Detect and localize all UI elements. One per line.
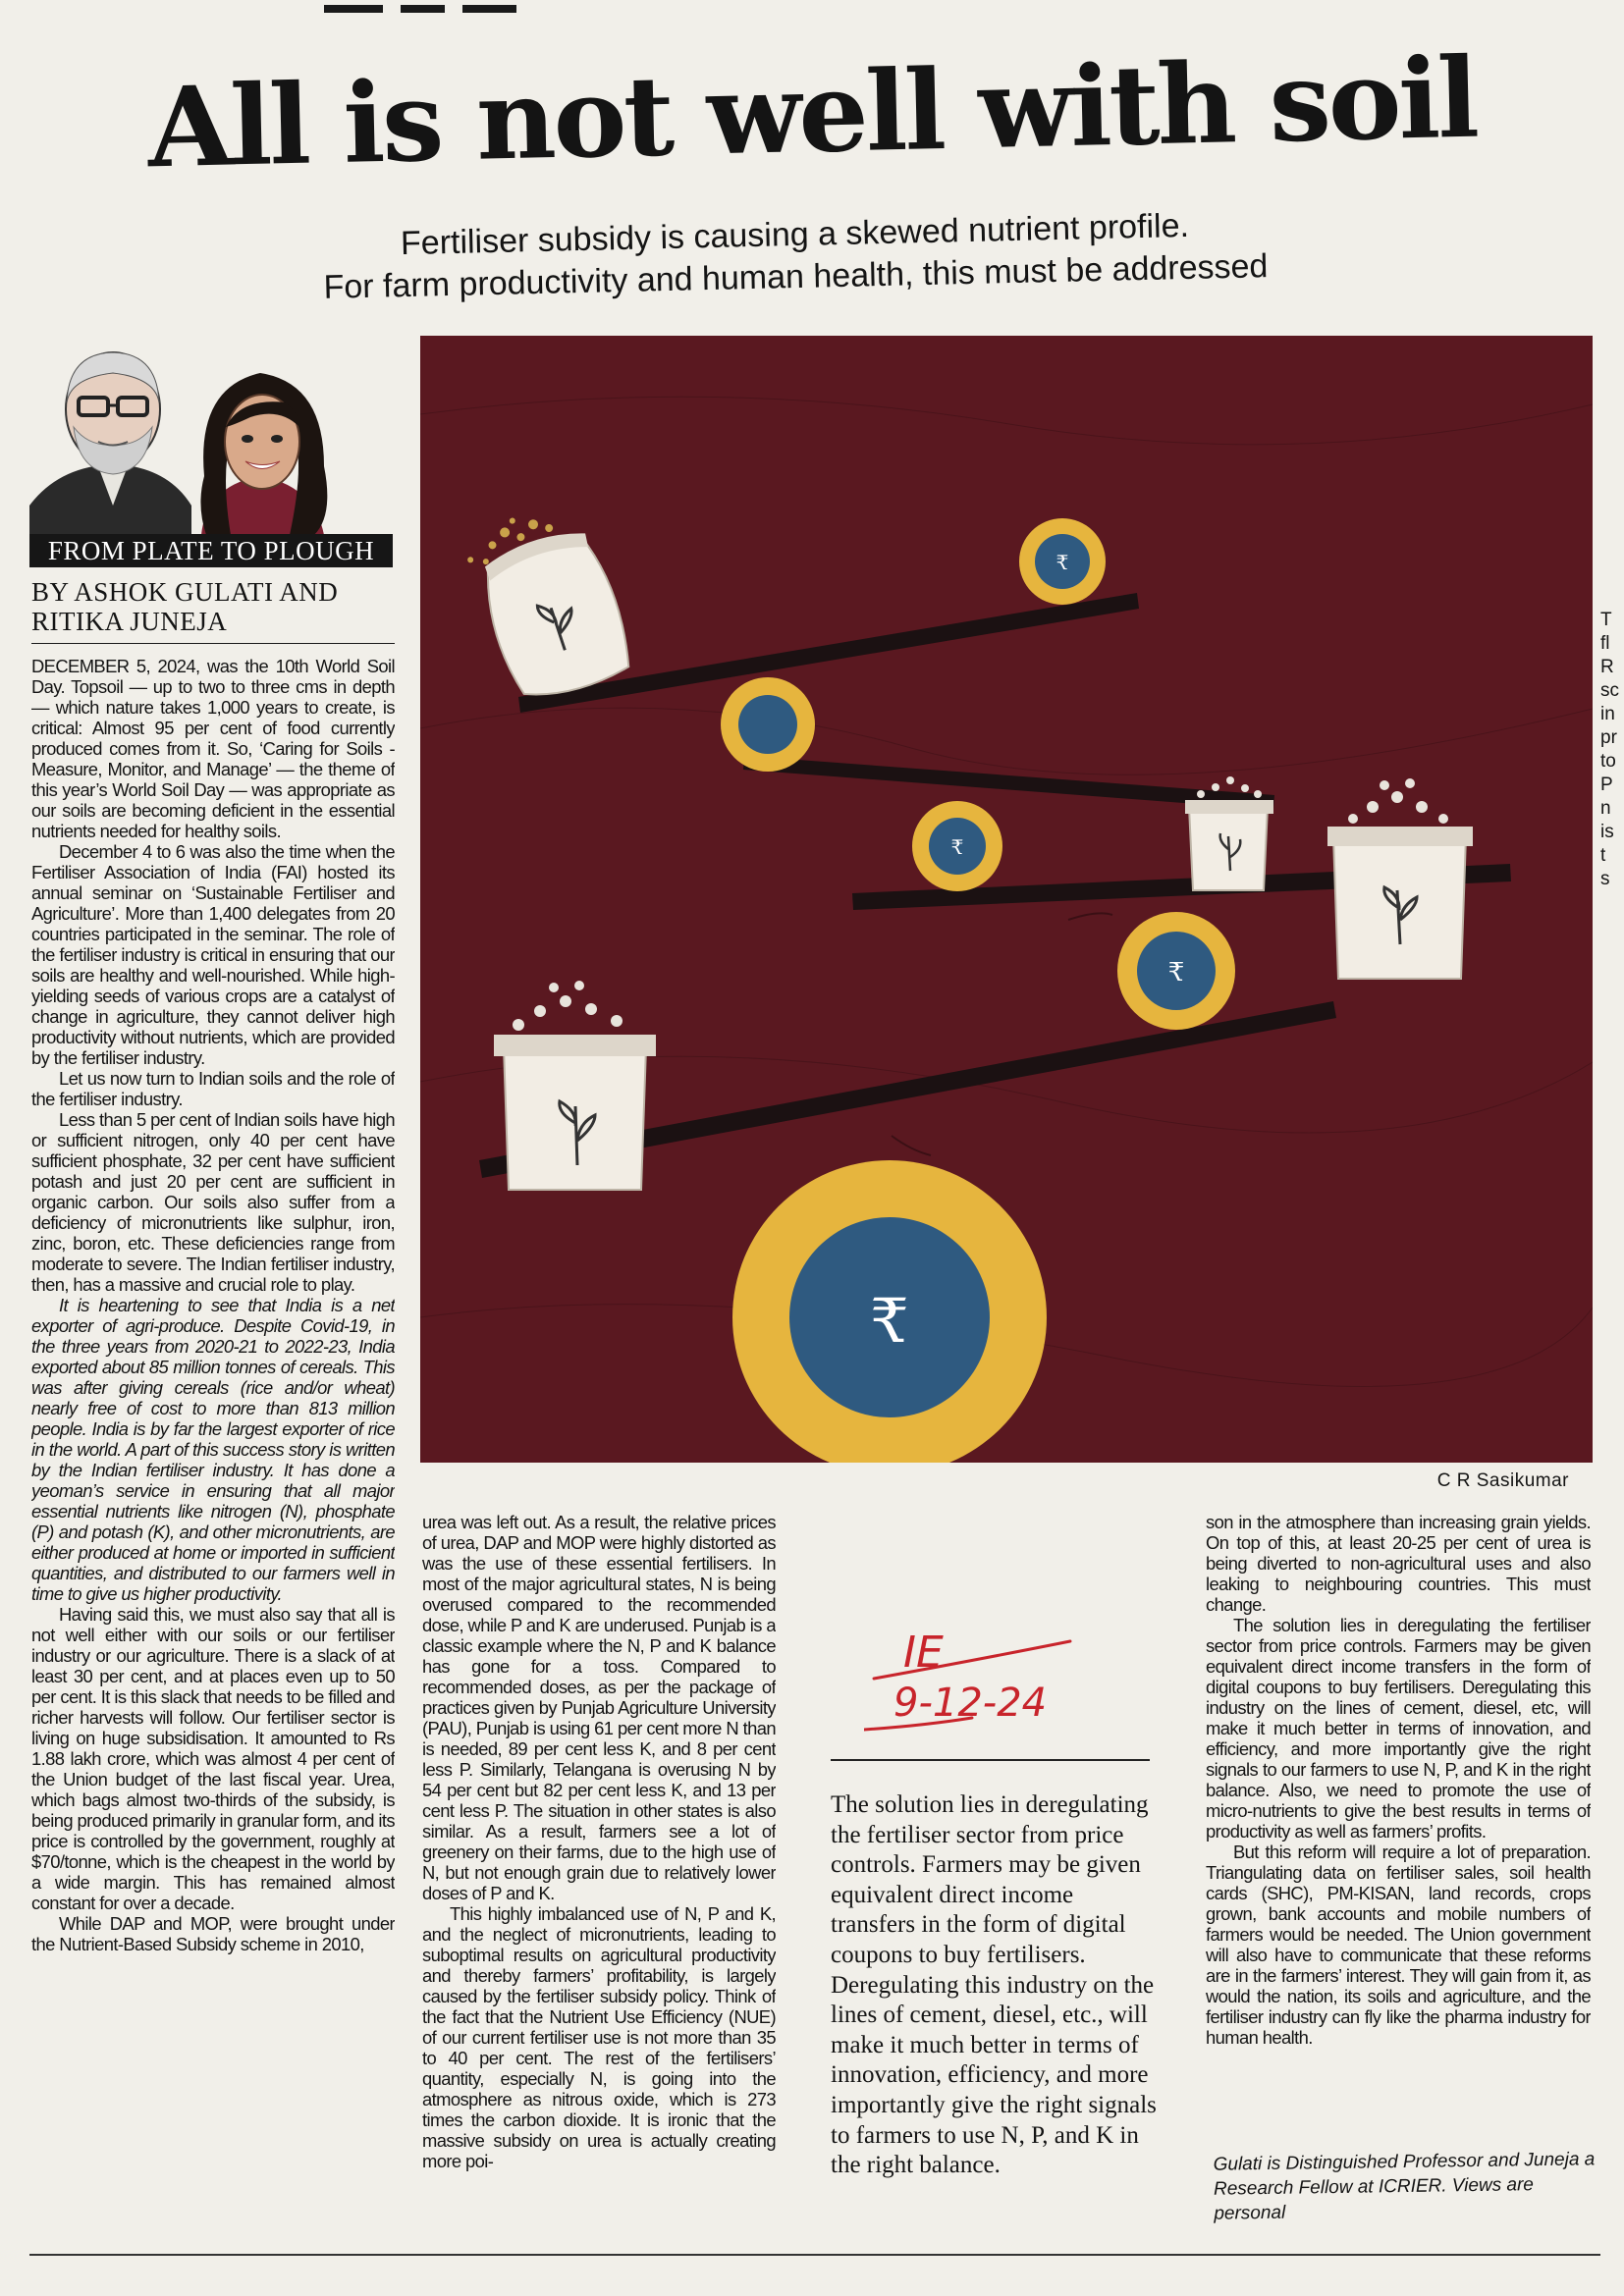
illustration xyxy=(420,336,1593,1463)
byline-line-1: BY ASHOK GULATI AND xyxy=(31,577,339,607)
fragment-letter: R xyxy=(1600,657,1614,677)
deck xyxy=(254,202,1336,311)
article-column-2 xyxy=(422,1512,776,2218)
fragment-letter: n xyxy=(1600,798,1611,819)
paragraph: urea was left out. As a result, the relative prices of urea, DAP and MOP were highly distorted as was the use of these essential fertilisers. In most of the major agricultural states, N is being overused compared to the recommended dose, while P and K are underused. Punjab is a classic example where the N, P and K balance has gone for a toss. Compared to recommended doses, as per the package of practices given by Punjab Agriculture University (PAU), Punjab is using 61 per cent more N than is needed, 89 per cent less K, and 8 per cent less P. Similarly, Telangana is overusing N by 54 per cent but 82 per cent less K, and 13 per cent less P. The situation in other states is also similar. As a result, farmers see a lot of greenery on their farms, due to the high use of N, but not enough grain due to relatively lower doses of P and K. xyxy=(422,1512,776,1903)
paragraph: It is heartening to see that India is a net exporter of agri-produce. Despite Covid-19, in the three years from 2020-21 to 2022-23, India exported about 85 million tonnes of cereals. This was after giving cereals (rice and/or wheat) nearly free of cost to more than 813 million people. India is by far the largest exporter of rice in the world. A part of this success story is written by the Indian fertiliser industry. It has done a yeoman’s service in ensuring that all major essential nutrients like nitrogen (N), phosphate (P) and potash (K), and other micronutrients, are either produced at home or imported in sufficient quantities, and distributed to our farmers well in time to give us higher productivity. xyxy=(31,1295,395,1604)
paragraph: This highly imbalanced use of N, P and K, and the neglect of micronutrients, leading to suboptimal results on agricultural productivity and thereby farmers’ profitability, is largely caused by the fertiliser subsidy policy. Think of the fact that the Nutrient Use Efficiency (NUE) of our current fertiliser use is not more than 35 to 40 per cent. The rest of the fertilisers’ quantity, especially N, is going into the atmosphere as nitrous oxide, which is 273 times the carbon dioxide. It is ironic that the massive subsidy on urea is actually creating more poi- xyxy=(422,1903,776,2171)
byline-line-2: RITIKA JUNEJA xyxy=(31,607,228,636)
paragraph: December 4 to 6 was also the time when the Fertiliser Association of India (FAI) hosted its annual seminar on ‘Sustainable Fertiliser and Agriculture’. More than 1,400 delegates from 20 countries participated in the seminar. The role of the fertiliser industry is critical in ensuring that our soils are healthy and well-nourished. While high-yielding seeds of various crops are a catalyst of change in agriculture, they cannot deliver high productivity without nutrients, which are provided by the fertiliser industry. xyxy=(31,841,395,1068)
rupee-symbol: ₹ xyxy=(1167,958,1185,987)
byline xyxy=(31,577,405,636)
fragment-letter: to xyxy=(1600,751,1616,772)
handwritten-date: 9-12-24 xyxy=(893,1681,1048,1726)
paragraph: DECEMBER 5, 2024, was the 10th World Soil Day. Topsoil — up to two to three cms in depth — which nature takes 1,000 years to create, is critical: Almost 95 per cent of food currently produced comes from it. So, ‘Caring for Soils - Measure, Monitor, and Manage’ — the theme of this year’s World Soil Day — was appropriate as our soils are becoming deficient in the essential nutrients needed for healthy soils. xyxy=(31,656,395,841)
portrait-ritika-juneja xyxy=(200,373,327,535)
paragraph: Less than 5 per cent of Indian soils have high or sufficient nitrogen, only 40 per cent have sufficient phosphate, 32 per cent have sufficient potash and just 20 per cent are sufficient in organic carbon. Our soils also suffer from a deficiency of micronutrients like sulphur, iron, zinc, boron, etc. These deficiencies range from moderate to severe. The Indian fertiliser industry, then, has a massive and crucial role to play. xyxy=(31,1109,395,1295)
paragraph: Let us now turn to Indian soils and the role of the fertiliser industry. xyxy=(31,1068,395,1109)
handwritten-date-note xyxy=(864,1620,1119,1737)
fragment-letter: pr xyxy=(1600,727,1617,748)
image-credit: C R Sasikumar xyxy=(1436,1470,1569,1491)
rupee-coin-medium xyxy=(1117,912,1235,1030)
column-kicker: FROM PLATE TO PLOUGH xyxy=(29,534,393,567)
fragment-letter: s xyxy=(1600,869,1610,889)
paragraph: Having said this, we must also say that all is not well either with our soils or our fertiliser industry or our agriculture. There is a slack of at least 30 per cent, and at places even up to 50 per cent. It is this slack that needs to be filled and richer harvests will follow. Our fertiliser sector is living on huge subsidisation. It amounted to Rs 1.88 lakh crore, which was almost 4 per cent of the Union budget of the last fiscal year. Urea, which bags almost two-thirds of the subsidy, is being produced primarily in granular form, and its price is controlled by the government, roughly at $70/tonne, which is the cheapest in the world by a wide margin. This has remained almost constant for over a decade. xyxy=(31,1604,395,1913)
rupee-coin-large xyxy=(732,1160,1047,1463)
article-column-1 xyxy=(31,656,395,2246)
rupee-coin-small xyxy=(912,801,1002,891)
paragraph: The solution lies in deregulating the fertiliser sector from price controls. Farmers may be given equivalent direct income transfers in the form of digital coupons to buy fertilisers. Deregulating this industry on the lines of cement, diesel, etc, will make it much better in terms of innovation, and efficiency, and more importantly give the right signals to our farmers to use N, P, and K in the right balance. Also, we need to promote the use of micro-nutrients to give the best results in terms of productivity as well as farmers’ profits. xyxy=(1206,1615,1591,1842)
author-portraits xyxy=(29,348,398,535)
fragment-letter: in xyxy=(1600,704,1615,724)
article-column-3 xyxy=(1206,1512,1591,2140)
deck-line-1: Fertiliser subsidy is causing a skewed nutrient profile. xyxy=(400,206,1190,263)
paragraph: But this reform will require a lot of preparation. Triangulating data on fertiliser sales, soil health cards (SHC), PM-KISAN, land records, crops grown, bank accounts and mobile numbers of farmers would be needed. The Union government will also have to communicate that these reforms are in the farmers’ interest. They will gain from it, as would the nation, its soils and agriculture, and the fertiliser industry can fly like the pharma industry for human health. xyxy=(1206,1842,1591,2048)
fragment-letter: sc xyxy=(1600,680,1619,701)
fragment-letter: P xyxy=(1600,774,1613,795)
rupee-symbol: ₹ xyxy=(870,1289,909,1356)
handwritten-initials: IE xyxy=(903,1628,944,1678)
portrait-ashok-gulati xyxy=(29,352,191,535)
fragment-letter: is xyxy=(1600,822,1614,842)
headline: All is not well with soil xyxy=(146,33,1478,193)
deck-line-2: For farm productivity and human health, this must be addressed xyxy=(323,247,1269,306)
rupee-symbol: ₹ xyxy=(950,837,964,859)
fragment-letter: fl xyxy=(1600,633,1610,654)
masthead-fragment xyxy=(324,0,619,14)
fragment-letter: T xyxy=(1600,610,1612,630)
adjacent-article-fragment xyxy=(1600,609,1624,891)
author-bio: Gulati is Distinguished Professor and Juneja a Research Fellow at ICRIER. Views are personal xyxy=(1213,2149,1596,2224)
rupee-coin-small xyxy=(1019,518,1106,605)
pullquote: The solution lies in deregulating the fertiliser sector from price controls. Farmers may be given equivalent direct income transfers in the form of digital coupons to buy fertilisers. Deregulating this industry on the lines of cement, diesel, etc., will make it much better in terms of innovation, efficiency, and more importantly give the right signals to farmers to use N, P, and K in the right balance. xyxy=(831,1791,1157,2179)
pullquote-rule xyxy=(831,1759,1150,1761)
paragraph: son in the atmosphere than increasing grain yields. On top of this, at least 20-25 per cent of urea is being diverted to non-agricultural uses and also leaking to neighbouring countries. This must change. xyxy=(1206,1512,1591,1615)
rupee-symbol: ₹ xyxy=(1056,553,1069,574)
rupee-coin-small xyxy=(721,677,815,772)
paragraph: While DAP and MOP, were brought under the Nutrient-Based Subsidy scheme in 2010, xyxy=(31,1913,395,1954)
fragment-letter: t xyxy=(1600,845,1606,866)
bottom-rule xyxy=(29,2254,1600,2256)
byline-rule xyxy=(31,643,395,644)
